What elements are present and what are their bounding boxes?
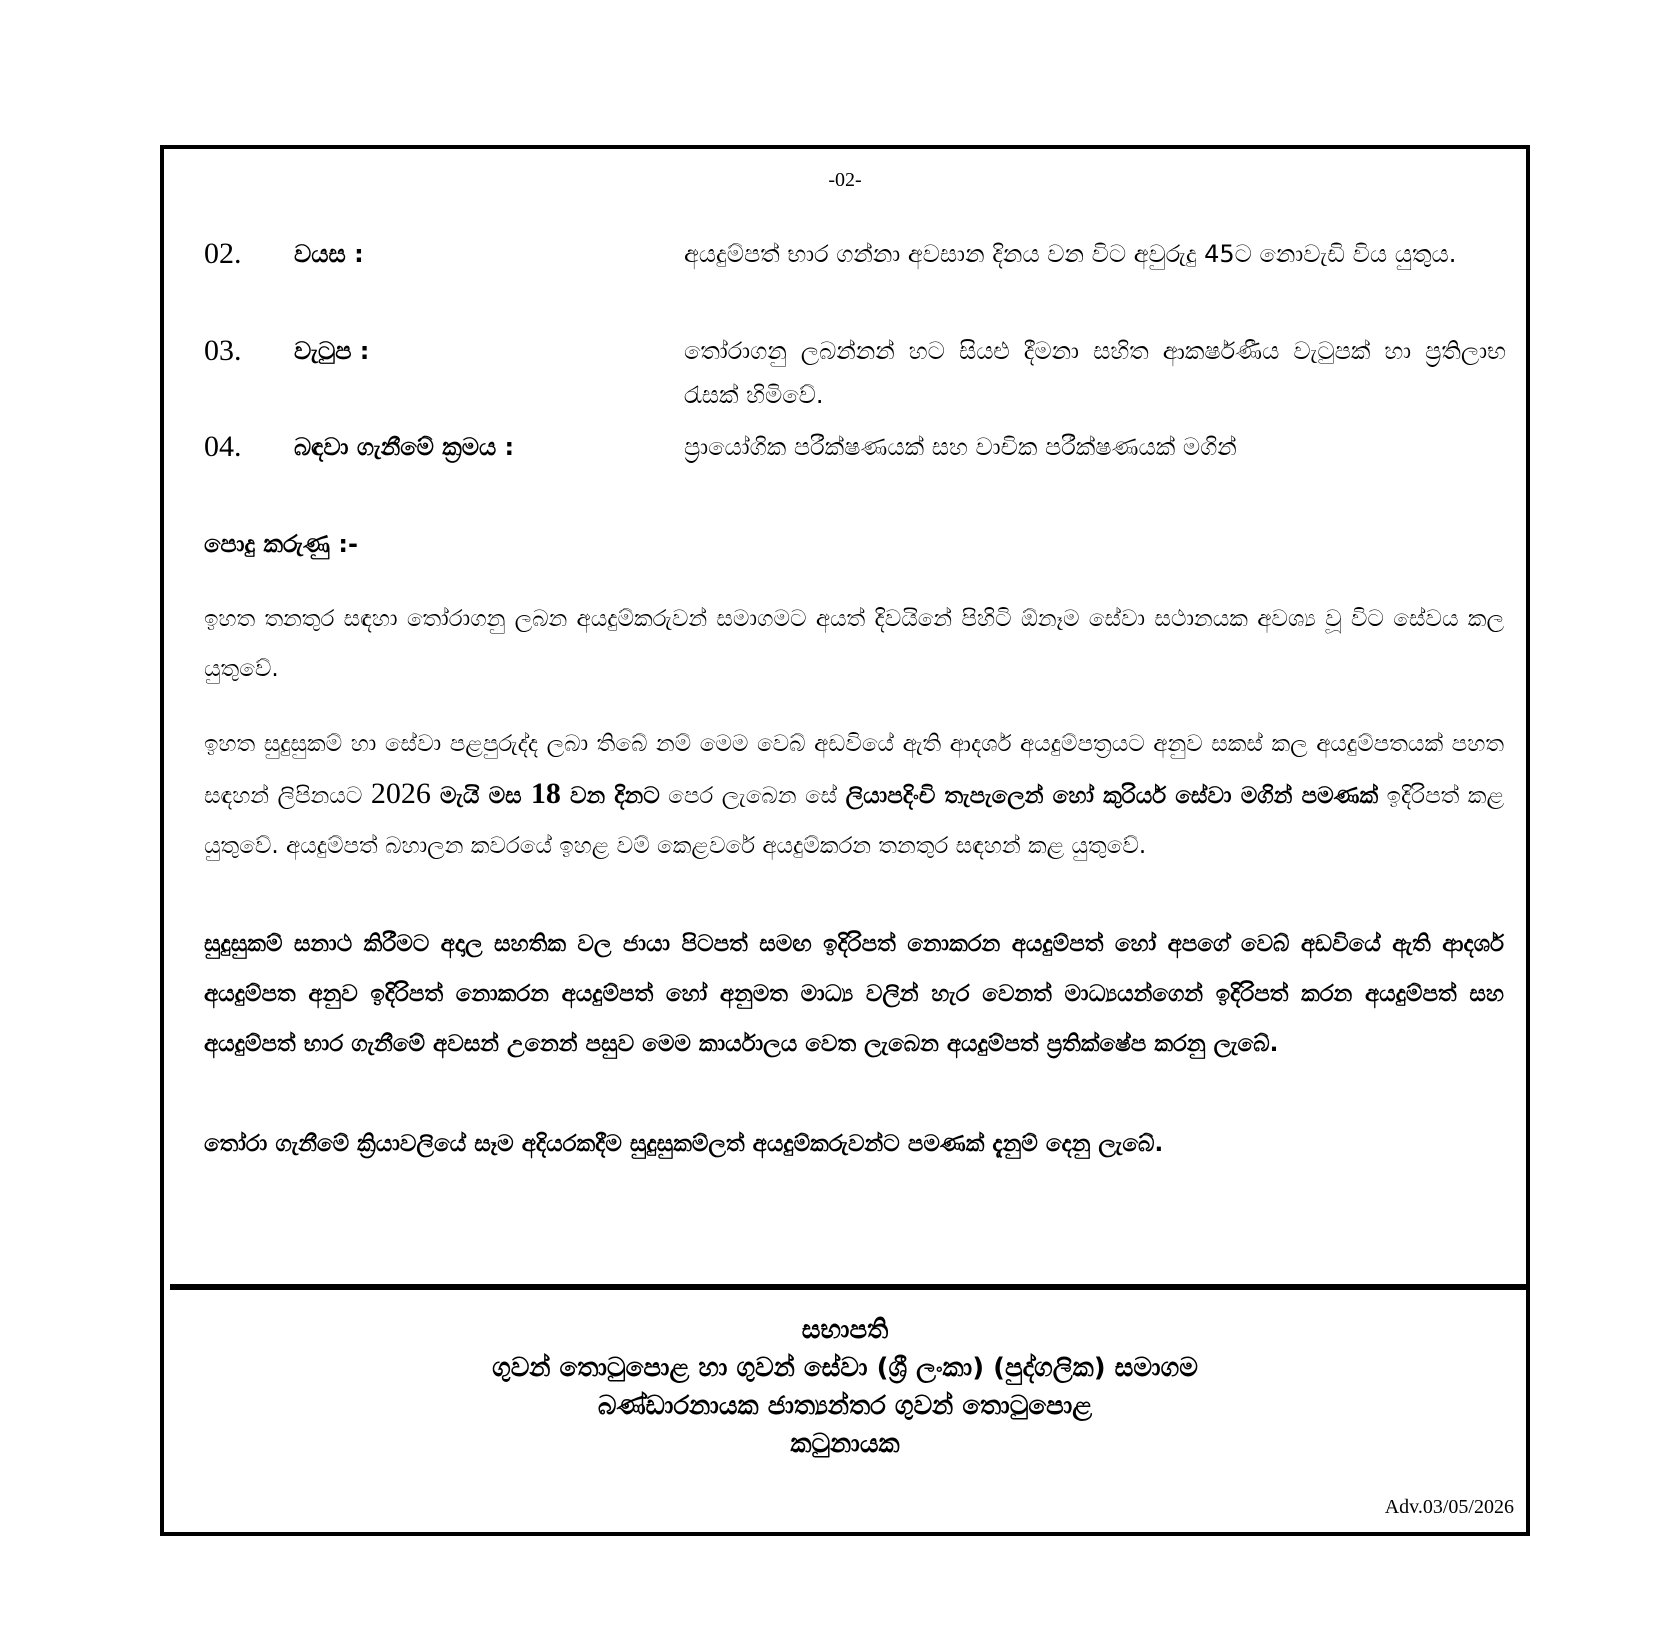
submission-method: ලියාපදිංචි තැපැලෙන් හෝ කුරියර් සේවා මගින් පමණක් [845,783,1379,809]
paragraph-text: ඉහත සුදුසුකම් හා සේවා පළපුරුද්ද ලබා තිබේ නම් මෙම වෙබ් අඩවියේ ඇති ආදර්ශ අයදුම්පත්‍රයට අනුව සකස් කල අයදුම්පතයක් පහත සඳහන් ලිපිනයට [204,731,1504,809]
signature-organization: ගුවන් තොටුපොළ හා ගුවන් සේවා (ශ්‍රී ලංකා) (පුද්ගලික) සමාගම [492,1353,1198,1383]
closing-day: 18 [530,777,561,810]
paragraph-text: පෙර ලැබෙන සේ [659,783,846,809]
closing-day-suffix: වන දිනට [560,783,660,809]
section-divider [170,1284,1526,1290]
signature-location: කටුනායක [790,1429,900,1459]
requirement-value: තෝරාගනු ලබන්නන් හට සියළු දීමනා සහිත ආකර්ෂණීය වැටුපක් හා ප්‍රතිලාභ රැසක් හිමිවේ. [684,337,1506,409]
signature-airport: බණ්ඩාරනායක ජාත්‍යන්තර ගුවන් තොටුපොළ [597,1391,1093,1421]
paragraph-text: ඉදිරිපත් කළ යුතුවේ. අයදුම්පත් බහාලන කවරයේ ඉහළ වම් කෙළවරේ අයදුම්කරන තනතුර සඳහන් කළ යුතුවේ. [204,783,1504,859]
requirement-label: වැටුප : [294,337,370,365]
page-number: -02- [828,169,862,191]
closing-year: 2026 [370,777,431,810]
document-frame [160,145,1530,1536]
requirement-label: බඳවා ගැනීමේ ක්‍රමය : [294,433,515,461]
requirement-number: 03. [204,334,242,367]
requirement-value: ප්‍රායෝගික පරීක්ෂණයක් සහ වාචික පරීක්ෂණයක් මගින් [684,433,1237,461]
requirement-number: 04. [204,430,242,463]
signature-block [164,1311,1526,1463]
general-condition-paragraph-4: තෝරා ගැනීමේ ක්‍රියාවලියේ සෑම අදියරකදීම සුදුසුකම්ලත් අයදුම්කරුවන්ට පමණක් දැනුම් දෙනු ලැබේ. [204,1131,1164,1157]
signature-title: සභාපති [801,1315,889,1345]
advertisement-reference: Adv.03/05/2026 [1384,1496,1514,1518]
general-condition-paragraph-1: ඉහත තනතුර සඳහා තෝරාගනු ලබන අයදුම්කරුවන් සමාගමට අයත් දිවයිනේ පිහිටි ඕනෑම සේවා සථානයක අවශ්‍ය වූ විට සේවය කල යුතුවේ. [204,606,1504,682]
requirement-value: අයදුම්පත් භාර ගන්නා අවසාන දිනය වන විට අවුරුදු 45ට නොවැඩි විය යුතුය. [684,240,1457,268]
general-conditions-heading: පොදු කරුණු :- [204,530,358,558]
requirement-number: 02. [204,237,242,270]
general-condition-paragraph-2 [204,719,1504,871]
closing-month: මැයි මස [430,783,531,809]
requirement-label: වයස : [294,240,364,268]
general-condition-paragraph-3: සුදුසුකම් සනාථ කිරීමට අදාල සහතික වල ජායා පිටපත් සමඟ ඉදිරිපත් නොකරන අයදුම්පත් හෝ අපගේ වෙබ් අඩවියේ ඇති ආදර්ශ අයදුම්පත අනුව ඉදිරිපත් නොකරන අයදුම්පත් හෝ අනුමත මාධ්‍ය වලින් හැර වෙනත් මාධ්‍යයන්ගෙන් ඉදිරිපත් කරන අයදුම්පත් සහ අයදුම්පත් භාර ගැනීමේ අවසන් උනෙන් පසුව මෙම කාර්යාලය වෙත ලැබෙන අයදුම්පත් ප්‍රතික්ෂේප කරනු ලැබේ. [204,931,1504,1057]
